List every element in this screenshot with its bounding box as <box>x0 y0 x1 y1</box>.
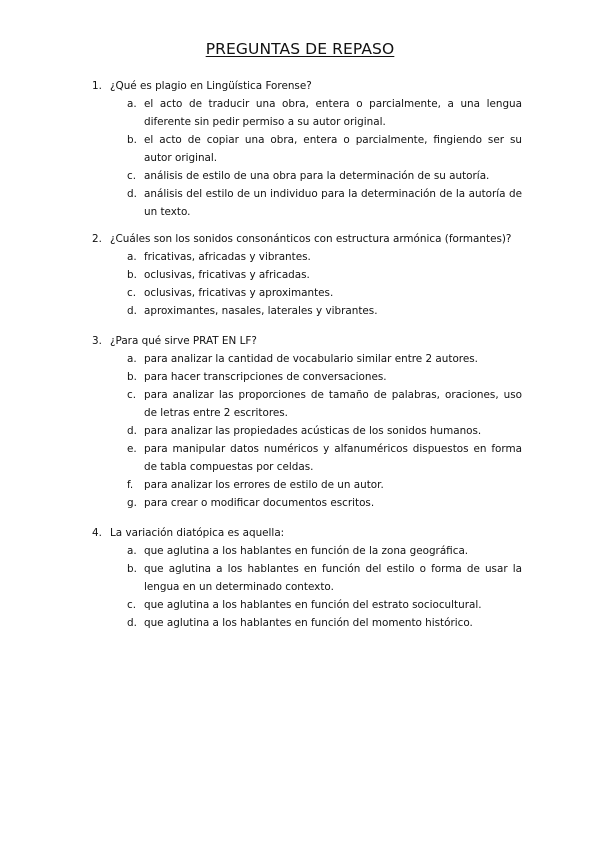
option-text: para analizar las proporciones de tamaño de palabras, oraciones, uso de letras entre 2 escritores. <box>144 389 522 419</box>
option-c <box>127 167 522 185</box>
option-letter: a. <box>127 251 137 263</box>
page-title: PREGUNTAS DE REPASO <box>205 40 395 58</box>
question-number: 1. <box>92 80 102 92</box>
question-header <box>92 77 532 95</box>
option-text: que aglutina a los hablantes en función del estilo o forma de usar la lengua en un determinado contexto. <box>144 563 522 593</box>
option-text: que aglutina a los hablantes en función de la zona geográfica. <box>144 545 469 557</box>
option-letter: c. <box>127 170 137 182</box>
option-letter: c. <box>127 287 137 299</box>
option-letter: d. <box>127 617 137 629</box>
option-text: el acto de traducir una obra, entera o parcialmente, a una lengua diferente sin pedir permiso a su autor original. <box>144 98 522 128</box>
options-list <box>92 542 532 632</box>
option-letter: a. <box>127 545 137 557</box>
option-c <box>127 596 522 614</box>
option-letter: b. <box>127 269 137 281</box>
option-a <box>127 350 522 368</box>
option-text: oclusivas, fricativas y aproximantes. <box>144 287 334 299</box>
option-text: para manipular datos numéricos y alfanuméricos dispuestos en forma de tabla compuestas por celdas. <box>144 443 522 473</box>
question-text: ¿Cuáles son los sonidos consonánticos con estructura armónica (formantes)? <box>110 233 512 245</box>
option-letter: b. <box>127 134 137 146</box>
option-letter: c. <box>127 389 137 401</box>
question-header <box>92 524 532 542</box>
option-b <box>127 266 522 284</box>
option-d <box>127 185 522 221</box>
option-text: para analizar los errores de estilo de un autor. <box>144 479 384 491</box>
option-letter: a. <box>127 98 137 110</box>
option-d <box>127 422 522 440</box>
option-letter: b. <box>127 563 137 575</box>
option-letter: d. <box>127 188 137 200</box>
option-text: que aglutina a los hablantes en función del momento histórico. <box>144 617 473 629</box>
option-e <box>127 440 522 476</box>
options-list <box>92 248 532 320</box>
option-letter: f. <box>127 479 134 491</box>
option-text: fricativas, africadas y vibrantes. <box>144 251 311 263</box>
option-c <box>127 284 522 302</box>
option-b <box>127 131 522 167</box>
option-text: el acto de copiar una obra, entera o parcialmente, fingiendo ser su autor original. <box>144 134 522 164</box>
question-text: La variación diatópica es aquella: <box>110 527 285 539</box>
options-list <box>92 95 532 221</box>
option-letter: e. <box>127 443 137 455</box>
option-letter: c. <box>127 599 137 611</box>
option-b <box>127 560 522 596</box>
question-2 <box>92 230 532 320</box>
question-header <box>92 230 532 248</box>
question-text: ¿Para qué sirve PRAT EN LF? <box>110 335 257 347</box>
question-text: ¿Qué es plagio en Lingüística Forense? <box>110 80 312 92</box>
option-a <box>127 95 522 131</box>
option-letter: a. <box>127 353 137 365</box>
option-letter: d. <box>127 425 137 437</box>
option-text: análisis del estilo de un individuo para la determinación de la autoría de un texto. <box>144 188 522 218</box>
question-1 <box>92 77 532 221</box>
option-letter: g. <box>127 497 137 509</box>
option-d <box>127 302 522 320</box>
question-number: 2. <box>92 233 102 245</box>
option-text: que aglutina a los hablantes en función del estrato sociocultural. <box>144 599 482 611</box>
option-d <box>127 614 522 632</box>
option-f <box>127 476 522 494</box>
option-text: para analizar la cantidad de vocabulario similar entre 2 autores. <box>144 353 478 365</box>
option-b <box>127 368 522 386</box>
option-g <box>127 494 522 512</box>
option-a <box>127 248 522 266</box>
option-text: oclusivas, fricativas y africadas. <box>144 269 310 281</box>
question-3 <box>92 332 532 512</box>
option-letter: d. <box>127 305 137 317</box>
option-text: aproximantes, nasales, laterales y vibrantes. <box>144 305 378 317</box>
option-c <box>127 386 522 422</box>
option-text: para analizar las propiedades acústicas de los sonidos humanos. <box>144 425 482 437</box>
option-text: para hacer transcripciones de conversaciones. <box>144 371 387 383</box>
option-a <box>127 542 522 560</box>
option-text: para crear o modificar documentos escritos. <box>144 497 375 509</box>
question-header <box>92 332 532 350</box>
question-number: 4. <box>92 527 102 539</box>
option-text: análisis de estilo de una obra para la determinación de su autoría. <box>144 170 490 182</box>
question-number: 3. <box>92 335 102 347</box>
question-4 <box>92 524 532 632</box>
option-letter: b. <box>127 371 137 383</box>
options-list <box>92 350 532 512</box>
